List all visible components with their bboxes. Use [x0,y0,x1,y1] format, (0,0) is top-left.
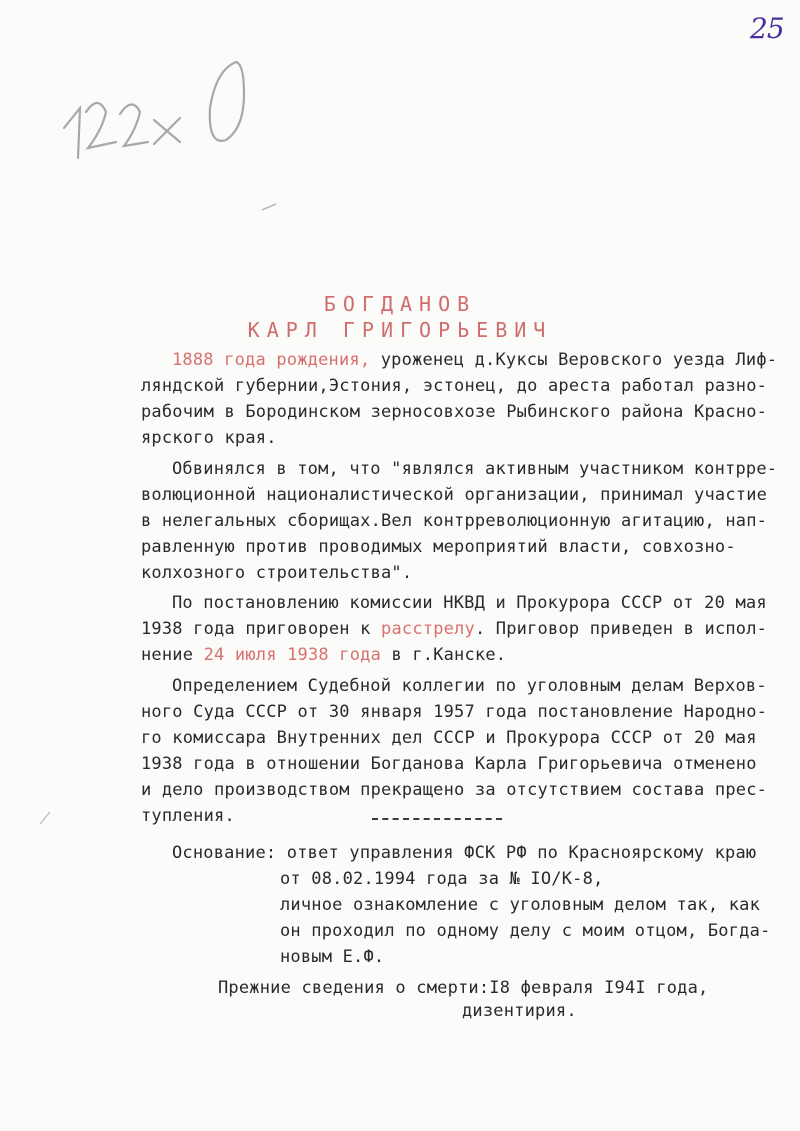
rehab-line-6: тупления. [141,806,235,826]
birth-line-4: ярского края. [141,428,277,448]
birth-line-1-rest: уроженец д.Куксы Веровского уезда Лиф- [370,350,778,370]
basis-line-2: от 08.02.1994 года за № IO/К-8, [280,869,604,889]
execution-word-red: расстрелу [381,619,475,639]
charge-line-3: в нелегальных сборищах.Вел контрреволюционную агитацию, нап- [141,511,768,531]
paper-speck [36,808,56,828]
rehab-line-1: Определением Судебной коллегии по уголовным делам Верхов- [172,676,767,696]
sentence-line-2-a: 1938 года приговорен к [141,619,382,639]
basis-line-4: он проходил по одному делу с моим отцом, Богда- [280,921,771,941]
charge-line-1: Обвинялся в том, что "являлся активным участником контрре- [172,459,778,479]
archive-pencil-mark [40,50,260,180]
page-number: 25 [750,12,784,45]
sentence-line-1: По постановлению комиссии НКВД и Прокурора СССР от 20 мая [172,593,767,613]
sentence-line-3 [141,642,506,668]
sentence-line-2 [141,616,767,642]
birth-line-3: рабочим в Бородинском зерносовхозе Рыбинского района Красно- [141,402,768,422]
sentence-line-3-a: нение [141,645,204,665]
death-info-line-2: дизентирия. [462,1001,577,1021]
rehab-line-4: 1938 года в отношении Богданова Карла Григорьевича отменено [141,754,757,774]
charge-line-2: волюционной националистической организации, принимал участие [141,485,768,505]
title-given-names: КАРЛ ГРИГОРЬЕВИЧ [247,318,553,342]
birth-line-1 [172,347,777,373]
title-surname: БОГДАНОВ [323,292,477,316]
basis-line-5: новым Е.Ф. [280,947,385,967]
rehab-line-2: ного Суда СССР от 30 января 1957 года постановление Народно- [141,702,768,722]
execution-date-red: 24 июля 1938 года [203,645,382,665]
birth-line-2: ляндской губернии,Эстония, эстонец, до ареста работал разно- [141,376,768,396]
charge-line-5: колхозного строительства". [141,563,413,583]
basis-line-3: личное ознакомление с уголовным делом так, как [280,895,761,915]
paper-speck [260,200,280,214]
sentence-line-2-b: . Приговор приведен в испол- [474,619,768,639]
death-info-line-1: Прежние сведения о смерти:I8 февраля I94I года, [218,978,709,998]
sentence-line-3-b: в г.Канске. [381,645,507,665]
charge-line-4: равленную против проводимых мероприятий власти, совхозно- [141,537,736,557]
basis-line-1: Основание: ответ управления ФСК РФ по Красноярскому краю [172,843,757,863]
rehab-line-3: го комиссара Внутренних дел СССР и Прокурора СССР от 20 мая [141,728,757,748]
rehab-line-5: и дело производством прекращено за отсутствием состава прес- [141,780,768,800]
section-divider [372,818,502,820]
birth-year-red: 1888 года рождения, [172,350,371,370]
